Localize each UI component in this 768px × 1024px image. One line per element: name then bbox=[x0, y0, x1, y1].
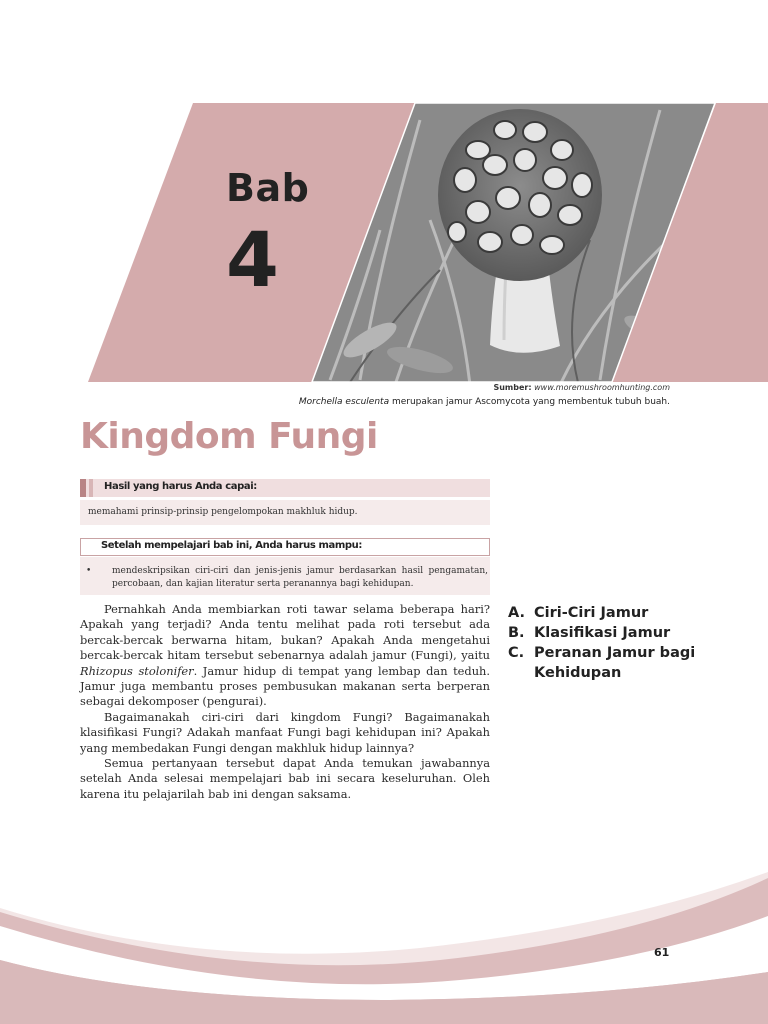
intro-paragraph-2: Bagaimanakah ciri-ciri dari kingdom Fungi? Bagaimanakah klasifikasi Fungi? Adakah manfaat Fungi bagi kehidupan ini? Apakah yang membedakan Fungi dengan makhluk hidup lainnya? bbox=[80, 709, 490, 755]
intro-paragraph-1 bbox=[80, 602, 490, 710]
photo-source bbox=[493, 383, 670, 392]
caption-text: merupakan jamur Ascomycota yang membentuk tubuh buah. bbox=[389, 397, 670, 407]
chapter-banner bbox=[0, 0, 768, 400]
source-url: www.moremushroomhunting.com bbox=[534, 383, 670, 392]
intro-p1-start: Pernahkah Anda membiarkan roti tawar selama beberapa hari? Apakah yang terjadi? Anda tentu melihat pada roti tersebut ada bercak-bercak berwarna hitam, bukan? Apakah Anda mengetahui bercak-bercak hitam tersebut sebenarnya adalah jamur (Fungi), yaitu bbox=[80, 602, 490, 663]
outline-item bbox=[508, 603, 728, 623]
outline-label: Peranan Jamur bagi Kehidupan bbox=[534, 645, 696, 681]
goals-text: memahami prinsip-prinsip pengelompokan makhluk hidup. bbox=[88, 507, 358, 517]
outline-letter: B. bbox=[508, 625, 525, 641]
intro-paragraph-3: Semua pertanyaan tersebut dapat Anda temukan jawabannya setelah Anda selesai mempelajari bab ini secara keseluruhan. Oleh karena itu pelajarilah bab ini dengan saksama. bbox=[80, 756, 490, 801]
footer-decoration bbox=[0, 860, 768, 1024]
photo-caption bbox=[299, 397, 670, 407]
chapter-title: Kingdom Fungi bbox=[80, 416, 378, 457]
chapter-label: Bab bbox=[226, 166, 310, 210]
outline-letter: C. bbox=[508, 645, 525, 661]
chapter-number: 4 bbox=[226, 215, 279, 304]
abilities-header-label: Setelah mempelajari bab ini, Anda harus mampu: bbox=[101, 540, 362, 551]
page-number: 61 bbox=[654, 946, 670, 959]
outline-letter: A. bbox=[508, 605, 525, 621]
goals-accent-bar-light bbox=[89, 479, 93, 497]
outline-item bbox=[508, 643, 728, 683]
intro-p1-species: Rhizopus stolonifer bbox=[80, 663, 194, 678]
intro-p1-end: . Jamur hidup di tempat yang lembap dan teduh. Jamur juga membantu proses pembusukan makanan serta berperan sebagai dekomposer (pengurai). bbox=[80, 663, 491, 709]
outline-label: Klasifikasi Jamur bbox=[534, 625, 671, 641]
source-label: Sumber: bbox=[493, 383, 532, 392]
abilities-header bbox=[80, 538, 490, 556]
caption-species: Morchella esculenta bbox=[298, 397, 390, 407]
goals-header bbox=[80, 479, 490, 497]
outline-item bbox=[508, 623, 728, 643]
goals-body bbox=[80, 500, 490, 525]
abilities-body bbox=[80, 557, 490, 595]
goals-header-label: Hasil yang harus Anda capai: bbox=[104, 481, 257, 492]
outline-label: Ciri-Ciri Jamur bbox=[534, 605, 649, 621]
intro-text bbox=[80, 602, 490, 802]
abilities-item-text: mendeskripsikan ciri-ciri dan jenis-jenis jamur berdasarkan hasil pengamatan, percobaan, dan kajian literatur serta peranannya bagi kehidupan. bbox=[112, 566, 488, 589]
goals-accent-bar bbox=[80, 479, 86, 497]
bullet-icon: • bbox=[86, 566, 92, 576]
chapter-outline bbox=[508, 603, 728, 683]
